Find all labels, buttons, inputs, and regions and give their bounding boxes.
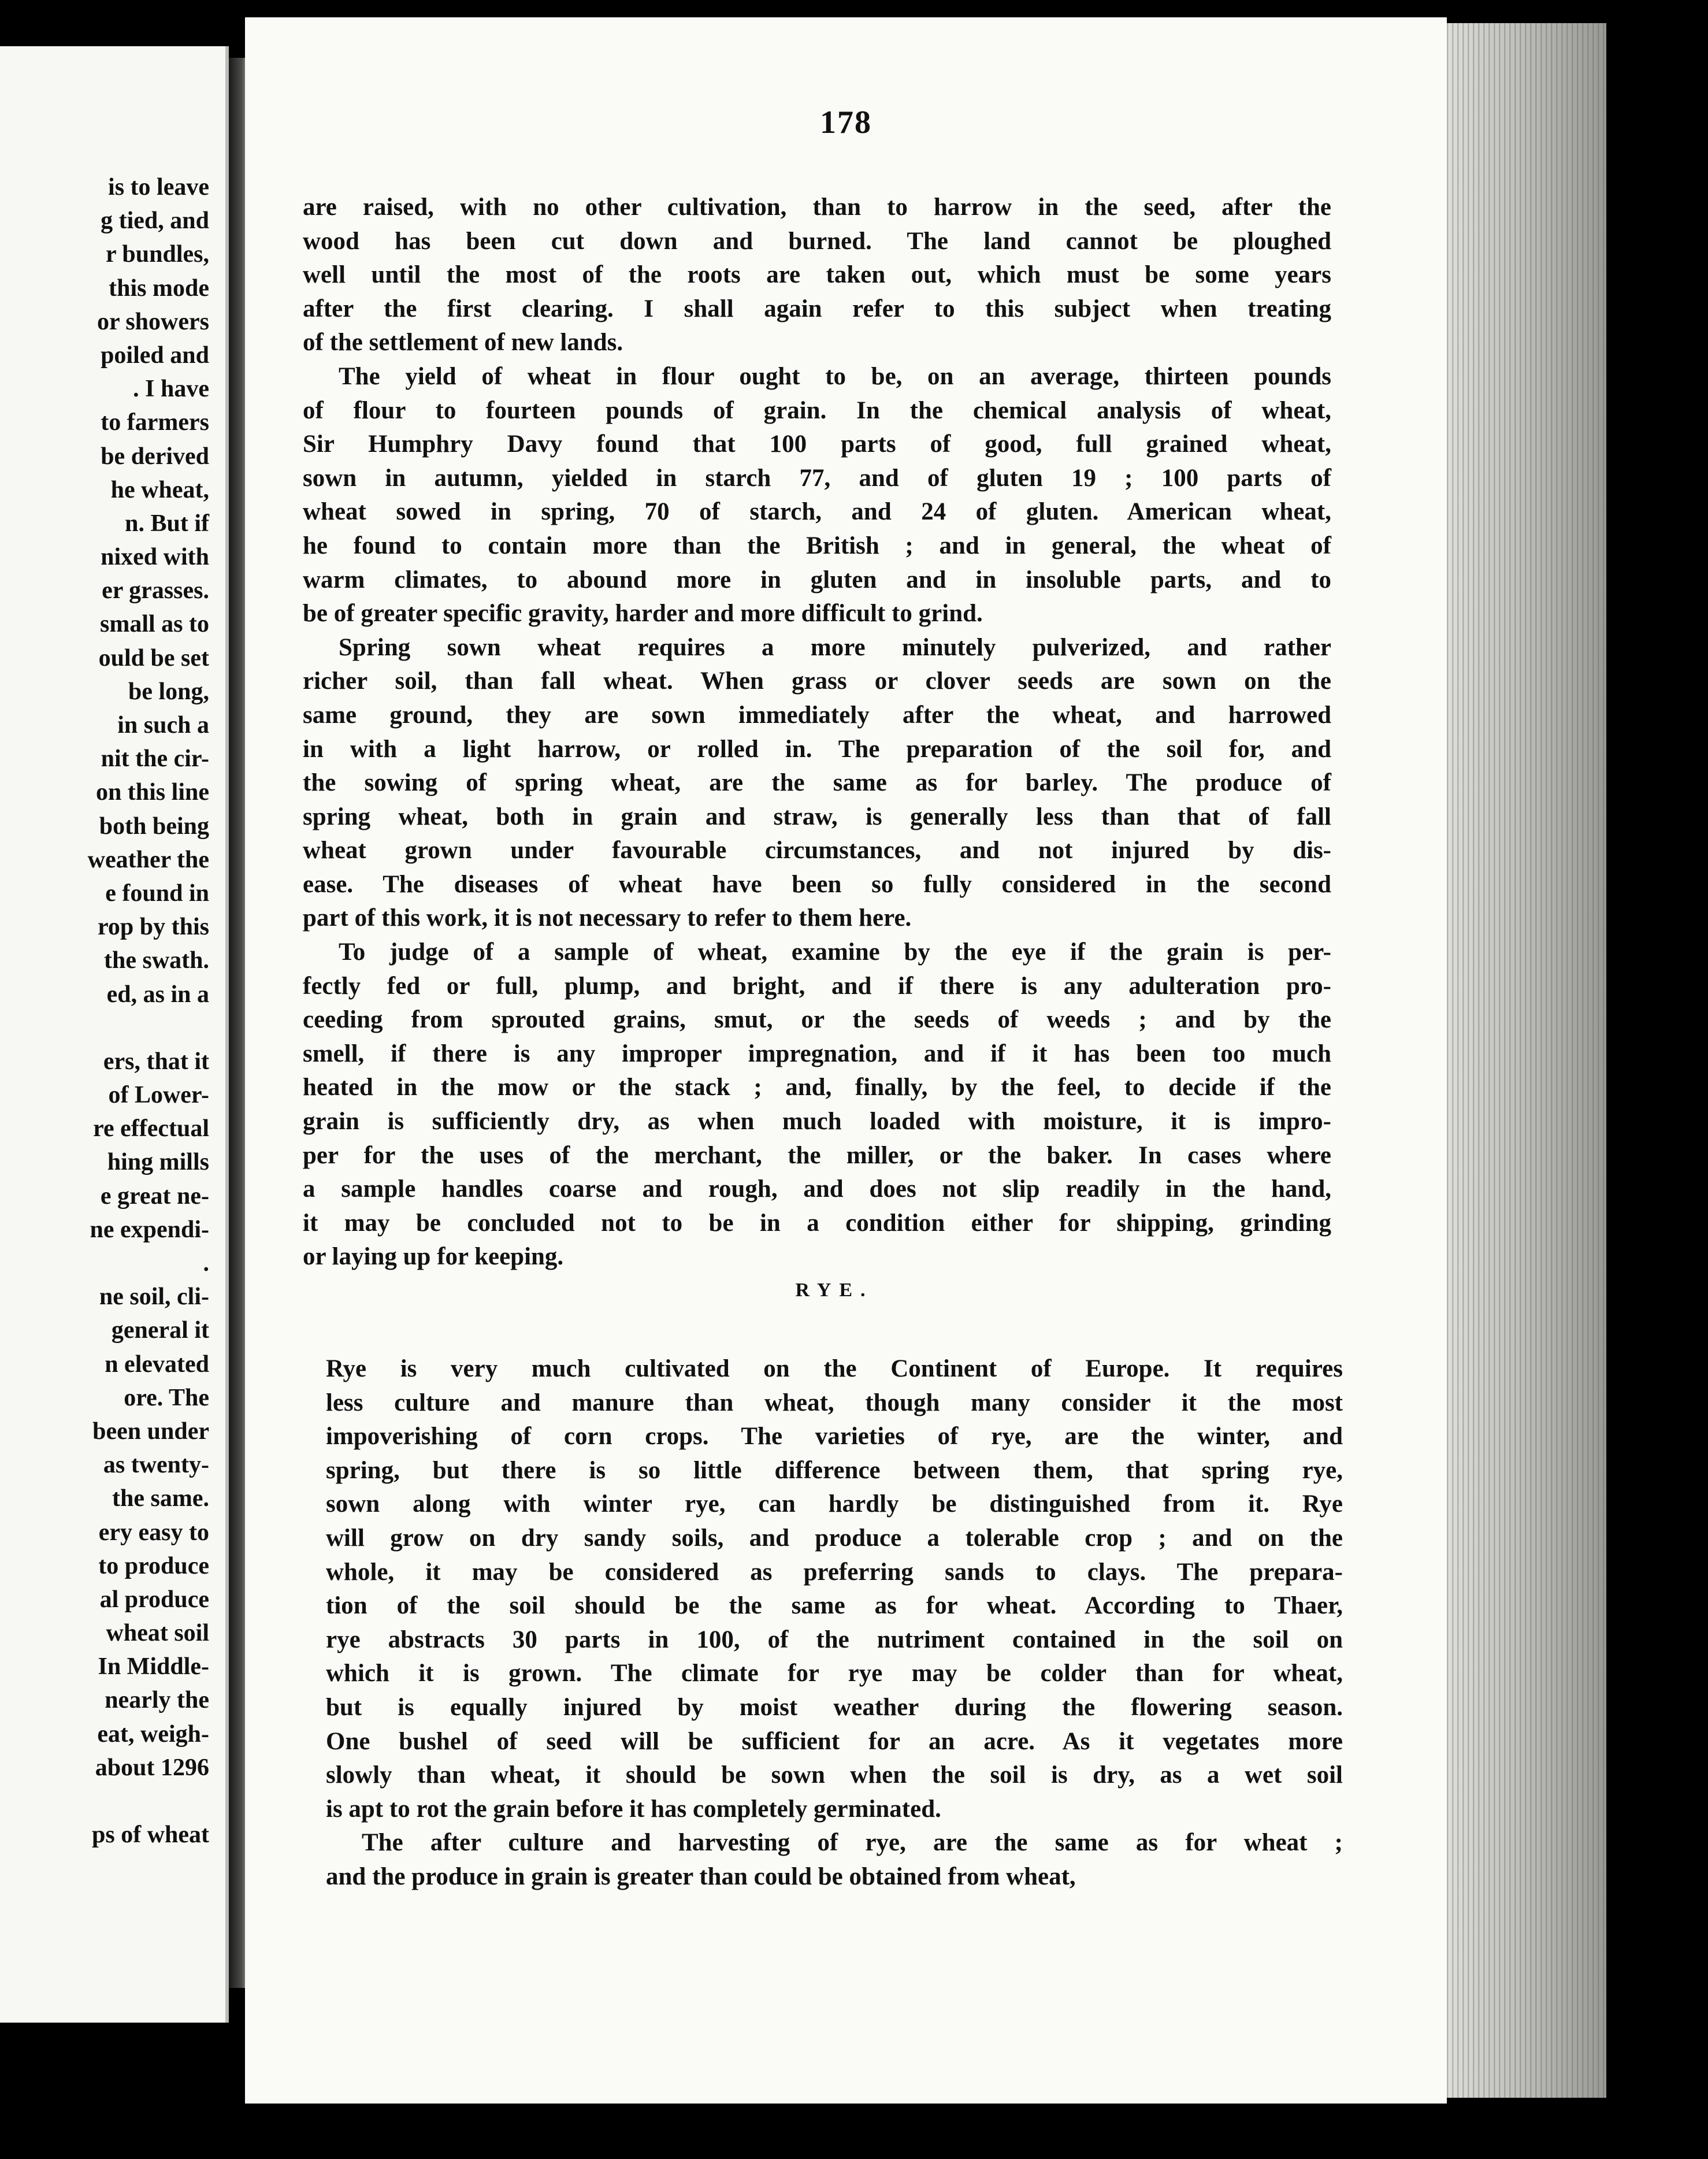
text-line: ceeding from sprouted grains, smut, or the seeds of weeds ; and by the [303,1006,1331,1034]
text-line: will grow on dry sandy soils, and produce a tolerable crop ; and on the [326,1524,1343,1552]
left-page-line: the swath. [103,947,209,974]
text-line: grain is sufficiently dry, as when much loaded with moisture, it is impro- [303,1108,1331,1136]
text-line: part of this work, it is not necessary to refer to them here. [303,904,912,932]
left-page-line: g tied, and [101,207,209,235]
left-page-line: . I have [133,376,209,403]
wheat-section-text [303,191,1331,1274]
left-page-line: he wheat, [110,476,209,503]
left-page-line [13,1011,209,1045]
text-line: ease. The diseases of wheat have been so fully considered in the second [303,870,1331,898]
text-line: The after culture and harvesting of rye, are the same as for wheat ; [362,1829,1343,1857]
text-line: be of greater specific gravity, harder and more difficult to grind. [303,600,983,628]
left-page-line: e found in [105,880,209,907]
page-edge-stack [1433,23,1606,2098]
left-page-line: about 1296 [95,1754,209,1781]
left-page-line: small as to [100,611,209,638]
text-line: well until the most of the roots are taken out, which must be some years [303,261,1331,289]
left-page-line: in such a [117,712,209,739]
rye-section-text [326,1352,1343,1894]
left-page-line: nearly the [105,1687,209,1714]
left-page-line: be derived [101,443,209,470]
text-line: he found to contain more than the British ; and in general, the wheat of [303,532,1331,559]
text-line: The yield of wheat in flour ought to be, on an average, thirteen pounds [339,362,1331,390]
left-page-line: al produce [99,1586,209,1613]
left-page-line: both being [99,813,209,840]
text-line: or laying up for keeping. [303,1243,564,1271]
text-line: it may be concluded not to be in a condition either for shipping, grinding [303,1209,1331,1237]
text-line: a sample handles coarse and rough, and does not slip readily in the hand, [303,1175,1331,1203]
left-page-line: er grasses. [102,577,209,604]
text-line: per for the uses of the merchant, the miller, or the baker. In cases where [303,1141,1331,1169]
left-page-line: nit the cir- [101,745,209,773]
left-page-line: n. But if [125,510,209,537]
left-page-line: wheat soil [106,1620,209,1647]
text-line: is apt to rot the grain before it has completely germinated. [326,1795,941,1823]
text-line: less culture and manure than wheat, though many consider it the most [326,1389,1343,1416]
left-facing-page [0,46,229,2023]
text-line: slowly than wheat, it should be sown when the soil is dry, as a wet soil [326,1761,1343,1789]
text-line: sown along with winter rye, can hardly be distinguished from it. Rye [326,1490,1343,1518]
section-heading-rye: RYE. [795,1279,874,1301]
text-line: and the produce in grain is greater than could be obtained from wheat, [326,1863,1076,1890]
left-page-line: ps of wheat [91,1822,209,1849]
left-page-line: be long, [128,678,209,705]
left-page-line: poiled and [101,342,209,369]
text-line: of flour to fourteen pounds of grain. In the chemical analysis of wheat, [303,396,1331,424]
left-page-line: ore. The [124,1384,209,1411]
left-page-line: of Lower- [108,1082,209,1109]
page-number: 178 [820,105,872,140]
paragraph [303,631,1331,936]
text-line: are raised, with no other cultivation, than to harrow in the seed, after the [303,194,1331,221]
text-line: warm climates, to abound more in gluten and in insoluble parts, and to [303,566,1331,593]
paragraph [303,360,1331,631]
text-line: rye abstracts 30 parts in 100, of the nutriment contained in the soil on [326,1626,1343,1653]
paragraph [326,1352,1343,1826]
left-page-text-fragments [13,170,209,1852]
left-page-line: this mode [109,274,209,302]
text-line: fectly fed or full, plump, and bright, and if there is any adulteration pro- [303,972,1331,1000]
text-line: after the first clearing. I shall again refer to this subject when treating [303,295,1331,322]
left-page-line: . [203,1250,209,1277]
left-page-line: r bundles, [106,241,209,268]
left-page-line: n elevated [105,1351,209,1378]
text-line: the sowing of spring wheat, are the same as for barley. The produce of [303,769,1331,797]
left-page-line: as twenty- [103,1452,209,1479]
text-line: same ground, they are sown immediately after the wheat, and harrowed [303,701,1331,729]
text-line: wheat sowed in spring, 70 of starch, and 24 of gluten. American wheat, [303,498,1331,526]
text-line: Rye is very much cultivated on the Continent of Europe. It requires [326,1355,1343,1382]
left-page-line: on this line [95,779,209,806]
left-page-line: e great ne- [100,1182,209,1210]
main-page [245,17,1447,2104]
text-line: which it is grown. The climate for rye may be colder than for wheat, [326,1660,1343,1687]
text-line: wheat grown under favourable circumstances, and not injured by dis- [303,837,1331,865]
left-page-line: to farmers [101,409,209,436]
text-line: tion of the soil should be the same as for wheat. According to Thaer, [326,1592,1343,1620]
text-line: impoverishing of corn crops. The varieties of rye, are the winter, and [326,1423,1343,1451]
left-page-line: or showers [96,308,209,335]
left-page-line: ne expendi- [90,1216,209,1243]
left-page-line: weather the [87,846,209,873]
text-line: spring, but there is so little difference between them, that spring rye, [326,1456,1343,1484]
left-page-line [13,1785,209,1818]
text-line: whole, it may be considered as preferring sands to clays. The prepara- [326,1558,1343,1586]
left-page-line: the same. [112,1485,209,1512]
left-page-line: In Middle- [98,1653,209,1681]
left-page-line: is to leave [108,174,209,201]
left-page-line: general it [111,1317,209,1344]
text-line: One bushel of seed will be sufficient for an acre. As it vegetates more [326,1727,1343,1755]
left-page-line: nixed with [101,544,209,571]
text-line: but is equally injured by moist weather during the flowering season. [326,1693,1343,1721]
text-line: spring wheat, both in grain and straw, is generally less than that of fall [303,803,1331,830]
paragraph [326,1826,1343,1894]
text-line: richer soil, than fall wheat. When grass or clover seeds are sown on the [303,667,1331,695]
left-page-line: ery easy to [98,1519,209,1546]
text-line: of the settlement of new lands. [303,329,623,357]
left-page-line: to produce [98,1552,209,1579]
left-page-line: ne soil, cli- [99,1283,209,1311]
text-line: smell, if there is any improper impregnation, and if it has been too much [303,1040,1331,1067]
paragraph [303,936,1331,1274]
text-line: Sir Humphry Davy found that 100 parts of good, full grained wheat, [303,431,1331,458]
rye-section [326,1279,1343,1894]
left-page-line: ed, as in a [106,981,209,1008]
left-page-line: ould be set [98,644,209,672]
left-page-line: hing mills [107,1149,209,1176]
text-line: sown in autumn, yielded in starch 77, and of gluten 19 ; 100 parts of [303,464,1331,492]
left-page-line: rop by this [98,914,209,941]
left-page-line: ers, that it [103,1048,209,1075]
left-page-line: re effectual [93,1115,209,1142]
text-line: in with a light harrow, or rolled in. The preparation of the soil for, and [303,735,1331,763]
text-line: heated in the mow or the stack ; and, finally, by the feel, to decide if the [303,1074,1331,1101]
paragraph [303,191,1331,360]
text-line: To judge of a sample of wheat, examine by the eye if the grain is per- [339,938,1331,966]
text-line: wood has been cut down and burned. The land cannot be ploughed [303,227,1331,255]
left-page-line: eat, weigh- [97,1720,209,1748]
text-line: Spring sown wheat requires a more minutely pulverized, and rather [339,633,1331,661]
left-page-line: been under [92,1418,209,1445]
